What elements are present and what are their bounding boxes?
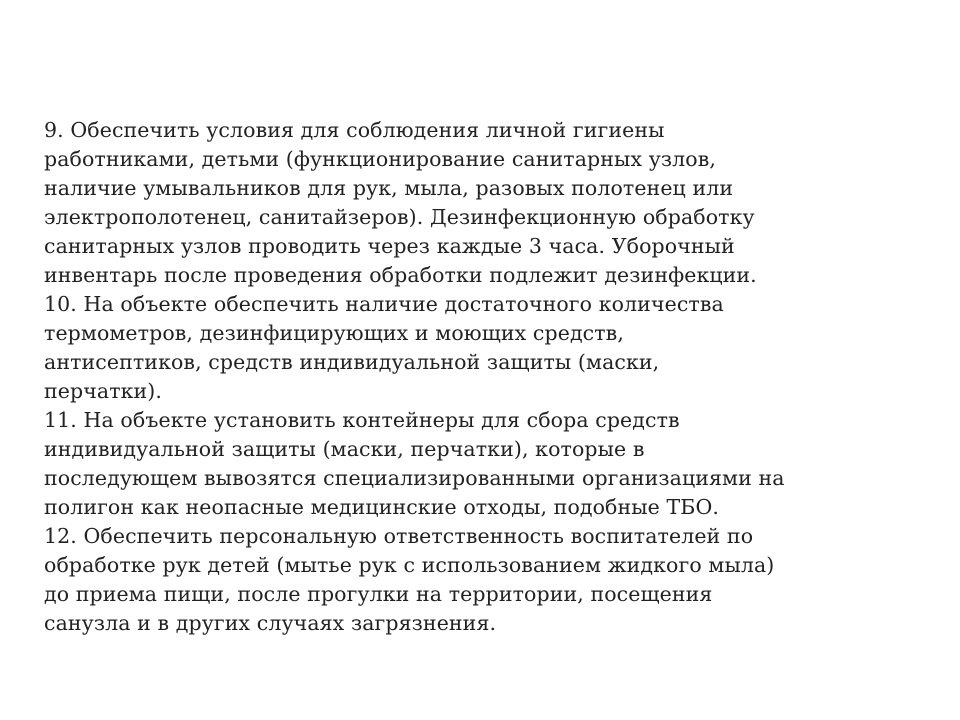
text-line: наличие умывальников для рук, мыла, разовых полотенец или [44, 176, 734, 200]
text-line: санузла и в других случаях загрязнения. [44, 611, 497, 635]
text-line: электрополотенец, санитайзеров). Дезинфекционную обработку [44, 205, 755, 229]
text-line: перчатки). [44, 379, 163, 403]
text-line: антисептиков, средств индивидуальной защиты (маски, [44, 350, 660, 374]
body-text [44, 116, 924, 638]
text-line: санитарных узлов проводить через каждые 3 часа. Уборочный [44, 234, 735, 258]
text-line: индивидуальной защиты (маски, перчатки), которые в [44, 437, 645, 461]
text-line: 11. На объекте установить контейнеры для сбора средств [44, 408, 680, 432]
text-line: обработке рук детей (мытье рук с использованием жидкого мыла) [44, 553, 775, 577]
text-line: 12. Обеспечить персональную ответственность воспитателей по [44, 524, 754, 548]
text-line: инвентарь после проведения обработки подлежит дезинфекции. [44, 263, 757, 287]
text-line: работниками, детьми (функционирование санитарных узлов, [44, 147, 716, 171]
text-line: последующем вывозятся специализированными организациями на [44, 466, 785, 490]
text-line: термометров, дезинфицирующих и моющих средств, [44, 321, 624, 345]
text-line: до приема пищи, после прогулки на территории, посещения [44, 582, 713, 606]
text-line: 9. Обеспечить условия для соблюдения личной гигиены [44, 118, 665, 142]
text-line: 10. На объекте обеспечить наличие достаточного количества [44, 292, 724, 316]
text-line: полигон как неопасные медицинские отходы, подобные ТБО. [44, 495, 719, 519]
